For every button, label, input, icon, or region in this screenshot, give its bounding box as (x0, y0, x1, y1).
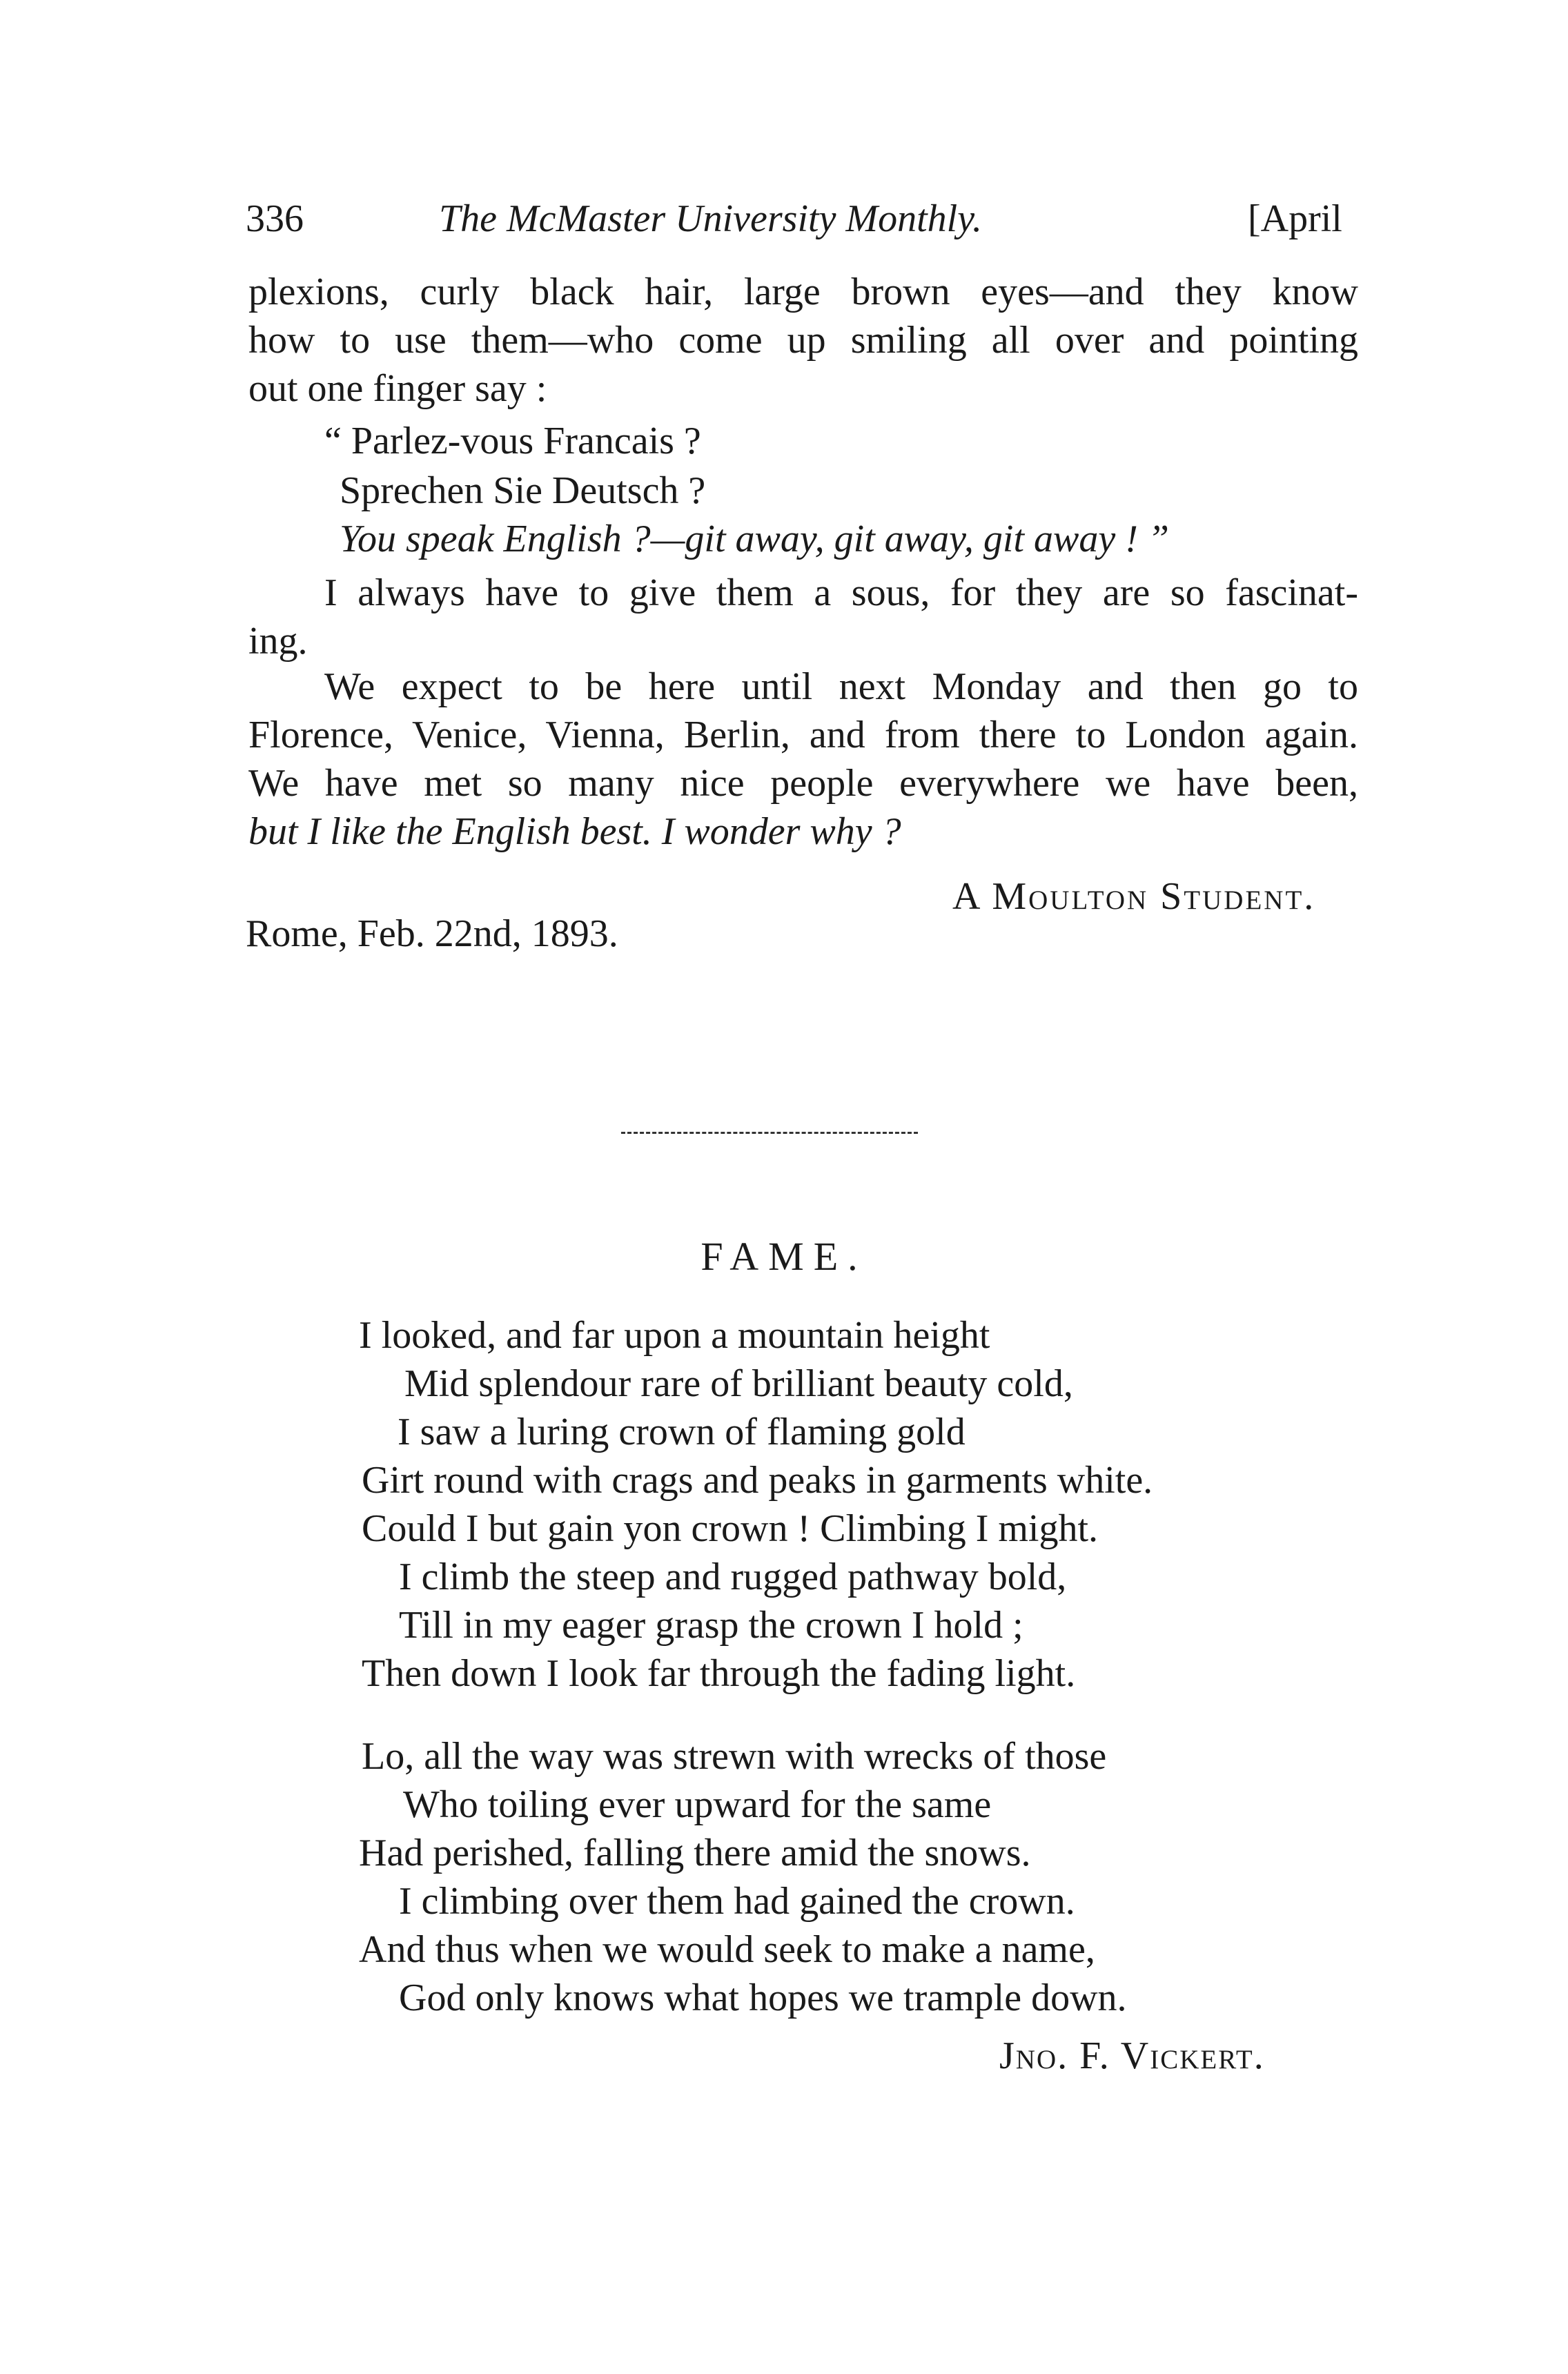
letter-line: We have met so many nice people everywhere we have been, (248, 762, 1358, 805)
poem-line: Had perished, falling there amid the snows. (359, 1832, 1031, 1874)
poem-title: FAME. (700, 1234, 868, 1279)
page-number: 336 (246, 197, 304, 240)
letter-line: out one finger say : (248, 367, 547, 410)
poem-author: Jno. F. Vickert. (999, 2034, 1265, 2077)
letter-line: We expect to be here until next Monday and then go to (324, 665, 1358, 708)
issue-month: [April (1248, 197, 1342, 240)
poem-line: Till in my eager grasp the crown I hold ; (399, 1604, 1023, 1647)
poem-line: Girt round with crags and peaks in garments white. (362, 1459, 1153, 1502)
letter-line: but I like the English best. I wonder why ? (248, 810, 901, 853)
letter-line: how to use them—who come up smiling all over and pointing (248, 319, 1358, 362)
poem-line: Lo, all the way was strewn with wrecks of those (362, 1735, 1107, 1778)
section-divider (621, 1132, 918, 1134)
quote-line: You speak English ?—git away, git away, git away ! ” (340, 518, 1170, 560)
letter-line: I always have to give them a sous, for they are so fascinat- (324, 571, 1358, 614)
letter-line: ing. (248, 620, 308, 663)
letter-line: Florence, Venice, Vienna, Berlin, and from there to London again. (248, 714, 1358, 756)
journal-title: The McMaster University Monthly. (439, 197, 982, 240)
poem-line: I looked, and far upon a mountain height (359, 1314, 990, 1357)
letter-dateline: Rome, Feb. 22nd, 1893. (246, 912, 618, 955)
letter-line: plexions, curly black hair, large brown eyes—and they know (248, 271, 1358, 313)
quote-line: Sprechen Sie Deutsch ? (340, 469, 706, 512)
poem-line: Then down I look far through the fading light. (362, 1652, 1076, 1695)
poem-line: God only knows what hopes we trample down. (399, 1976, 1127, 2019)
poem-line: Mid splendour rare of brilliant beauty cold, (404, 1362, 1073, 1405)
poem-line: I climbing over them had gained the crown. (399, 1880, 1075, 1923)
quote-line: “ Parlez-vous Francais ? (324, 420, 701, 462)
poem-line: Who toiling ever upward for the same (403, 1783, 992, 1826)
poem-line: Could I but gain yon crown ! Climbing I might. (362, 1507, 1099, 1550)
poem-line: I climb the steep and rugged pathway bold, (399, 1556, 1067, 1598)
poem-line: And thus when we would seek to make a name, (359, 1928, 1095, 1971)
poem-line: I saw a luring crown of flaming gold (398, 1411, 966, 1453)
letter-signature: A Moulton Student. (952, 875, 1316, 918)
